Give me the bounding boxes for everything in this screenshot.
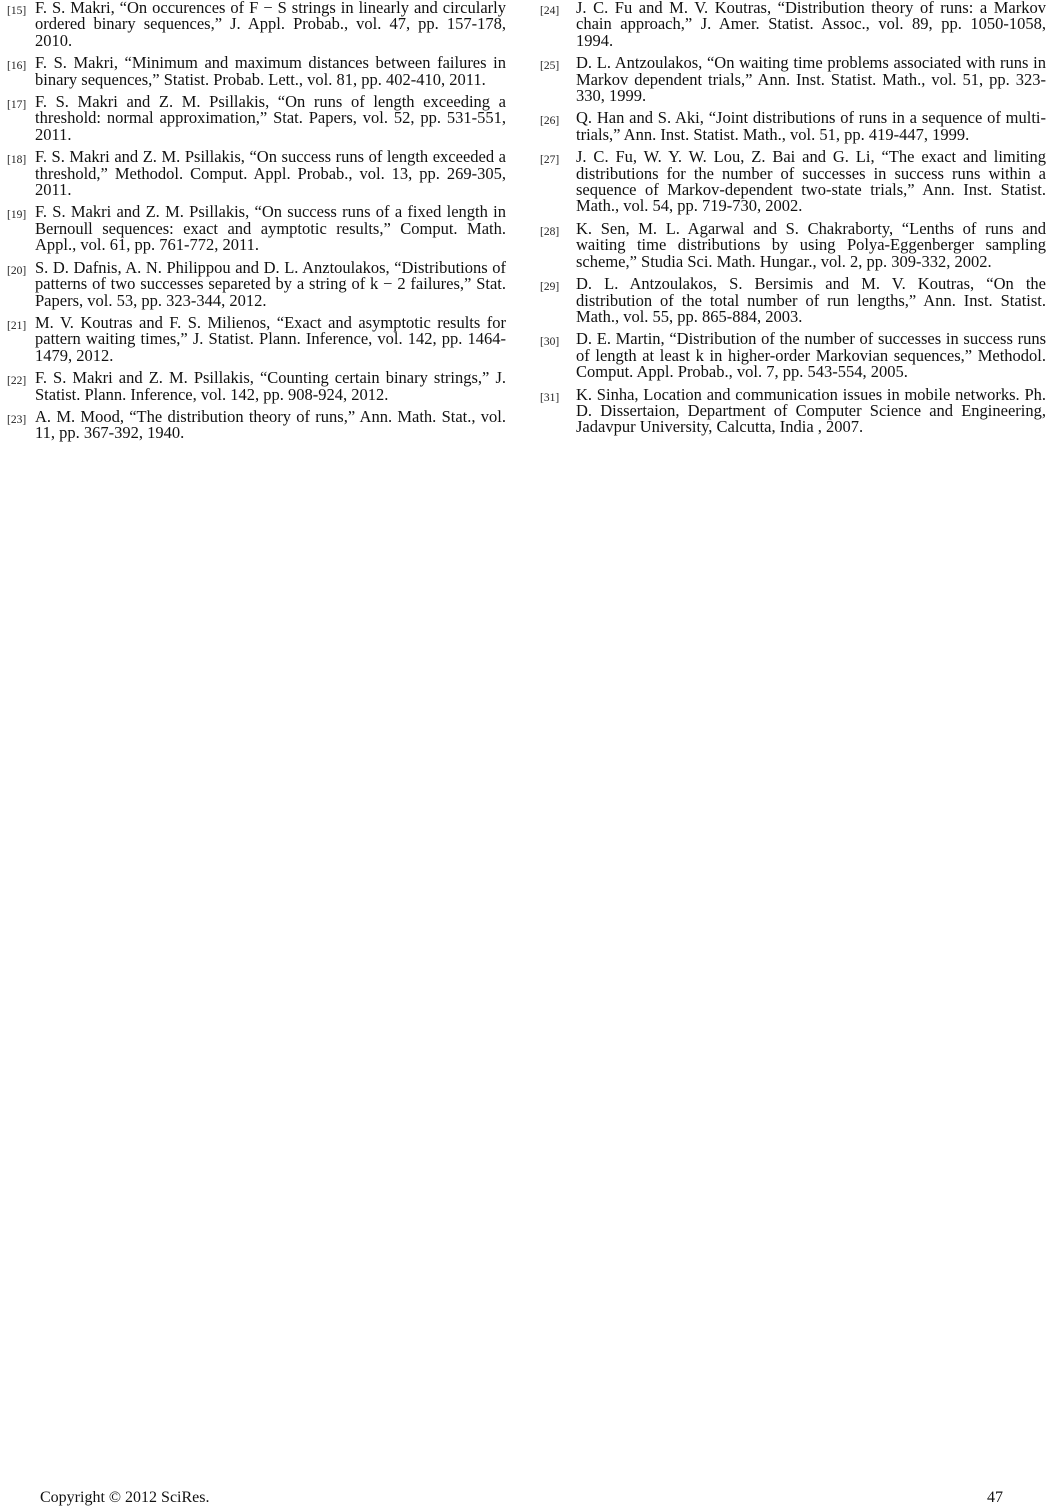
reference-item	[540, 384, 1046, 437]
reference-text: A. M. Mood, “The distribution theory of runs,” Ann. Math. Stat., vol. 11, pp. 367-392, 1940.	[35, 406, 506, 443]
reference-item	[540, 0, 1046, 49]
reference-number: [30]	[540, 336, 560, 349]
reference-number: [25]	[540, 60, 560, 73]
references-column-left	[0, 0, 506, 448]
reference-item	[540, 218, 1046, 271]
reference-text: J. C. Fu, W. Y. W. Lou, Z. Bai and G. Li, “The exact and limiting distributions for the number of successes in success runs within a sequence of Markov-dependent two-state trials,” Ann. Inst. Statist. Math., vol. 54, pp. 719-730, 2002.	[576, 147, 1046, 216]
page-number: 47	[987, 1489, 1003, 1506]
copyright-text: Copyright © 2012 SciRes.	[40, 1489, 210, 1506]
reference-item	[0, 257, 506, 310]
reference-item	[540, 331, 1046, 380]
reference-text: S. D. Dafnis, A. N. Philippou and D. L. Anztoulakos, “Distributions of patterns of two successes separeted by a string of k − 2 failures,” Stat. Papers, vol. 53, pp. 323-344, 2012.	[35, 257, 506, 310]
reference-number: [27]	[540, 154, 560, 167]
page-footer	[0, 1488, 1048, 1508]
reference-number: [21]	[7, 319, 27, 332]
reference-text: J. C. Fu and M. V. Koutras, “Distribution theory of runs: a Markov chain approach,” J. Amer. Statist. Assoc., vol. 89, pp. 1050-1058, 1994.	[576, 0, 1046, 50]
reference-text: D. E. Martin, “Distribution of the number of successes in success runs of length at least k in higher-order Markovian sequences,” Methodol. Comput. Appl. Probab., vol. 7, pp. 543-554, 2005.	[576, 329, 1046, 382]
reference-number: [22]	[7, 375, 27, 388]
reference-number: [23]	[7, 413, 27, 426]
reference-number: [26]	[540, 115, 560, 128]
reference-text: F. S. Makri and Z. M. Psillakis, “On runs of length exceeding a threshold: normal approximation,” Stat. Papers, vol. 52, pp. 531-551, 2011.	[35, 92, 506, 144]
reference-item	[0, 0, 506, 49]
reference-number: [31]	[540, 391, 560, 404]
reference-item	[0, 406, 506, 443]
reference-item	[540, 149, 1046, 215]
reference-item	[0, 204, 506, 253]
reference-text: K. Sinha, Location and communication issues in mobile networks. Ph. D. Dissertaion, Department of Computer Science and Engineering, Jadavpur University, Calcutta, India , 2007.	[576, 384, 1046, 437]
reference-number: [28]	[540, 225, 560, 238]
reference-text: M. V. Koutras and F. S. Milienos, “Exact and asymptotic results for pattern waiting times,” J. Statist. Plann. Inference, vol. 142, pp. 1464-1479, 2012.	[35, 312, 506, 365]
reference-number: [17]	[7, 99, 27, 112]
reference-text: F. S. Makri and Z. M. Psillakis, “On success runs of length exceeded a threshold,” Methodol. Comput. Appl. Probab., vol. 13, pp. 269-305, 2011.	[35, 147, 506, 200]
reference-text: D. L. Antzoulakos, S. Bersimis and M. V. Koutras, “On the distribution of the total number of run lengths,” Ann. Inst. Statist. Math., vol. 55, pp. 865-884, 2003.	[576, 274, 1046, 326]
reference-number: [24]	[540, 5, 560, 17]
reference-item	[0, 312, 506, 365]
reference-item	[540, 276, 1046, 325]
reference-item	[0, 94, 506, 143]
reference-number: [20]	[7, 264, 27, 277]
reference-item	[0, 55, 506, 88]
reference-item	[0, 149, 506, 198]
reference-text: Q. Han and S. Aki, “Joint distributions of runs in a sequence of multi-trials,” Ann. Inst. Statist. Math., vol. 51, pp. 419-447, 1999.	[576, 108, 1046, 144]
reference-number: [19]	[7, 209, 27, 222]
reference-text: F. S. Makri and Z. M. Psillakis, “Counting certain binary strings,” J. Statist. Plann. Inference, vol. 142, pp. 908-924, 2012.	[35, 368, 506, 404]
reference-text: F. S. Makri, “On occurences of F − S strings in linearly and circularly ordered binary sequences,” J. Appl. Probab., vol. 47, pp. 157-178, 2010.	[35, 0, 506, 50]
reference-text: K. Sen, M. L. Agarwal and S. Chakraborty, “Lenths of runs and waiting time distributions by using Polya-Eggenberger sampling scheme,” Studia Sci. Math. Hungar., vol. 2, pp. 309-332, 2002.	[576, 218, 1046, 271]
reference-text: F. S. Makri, “Minimum and maximum distances between failures in binary sequences,” Statist. Probab. Lett., vol. 81, pp. 402-410, 2011.	[35, 53, 506, 89]
reference-item	[540, 110, 1046, 143]
reference-text: F. S. Makri and Z. M. Psillakis, “On success runs of a fixed length in Bernoull sequences: exact and aymptotic results,” Comput. Math. Appl., vol. 61, pp. 761-772, 2011.	[35, 202, 506, 255]
reference-number: [15]	[7, 5, 27, 17]
reference-item	[0, 370, 506, 403]
reference-number: [16]	[7, 60, 27, 73]
reference-number: [29]	[540, 281, 560, 294]
reference-text: D. L. Antzoulakos, “On waiting time problems associated with runs in Markov dependent trials,” Ann. Inst. Statist. Math., vol. 51, pp. 323-330, 1999.	[576, 53, 1046, 106]
reference-item	[540, 55, 1046, 104]
references-column-right	[540, 0, 1046, 442]
reference-number: [18]	[7, 154, 27, 167]
